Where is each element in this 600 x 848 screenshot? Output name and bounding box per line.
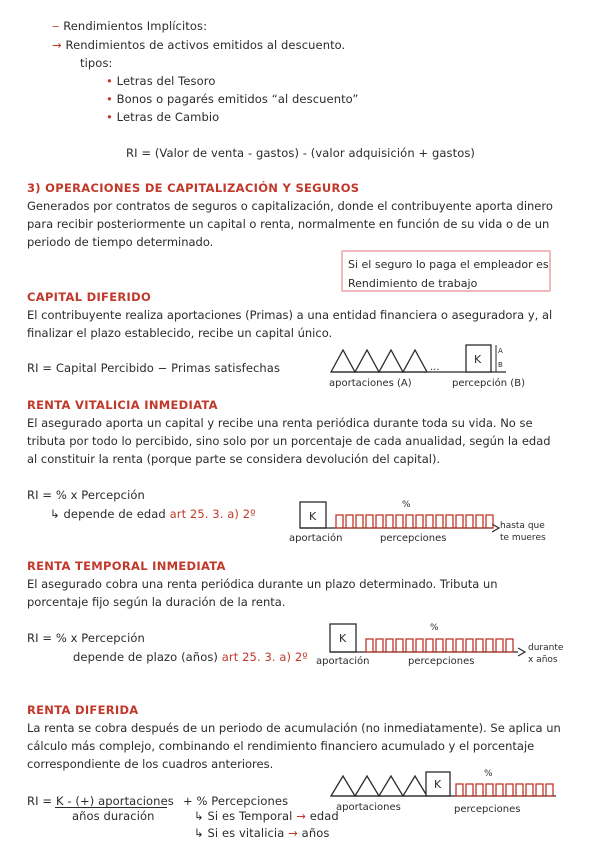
timeline-arrow-icon — [518, 648, 525, 656]
perception-bar — [466, 515, 473, 528]
fraction-line — [55, 807, 167, 808]
perception-bar — [426, 639, 433, 652]
formula-percent: + % Percepciones — [183, 794, 289, 808]
perception-bar — [516, 784, 523, 796]
percent-mark: % — [484, 769, 493, 779]
vitalicia-sub: ↳ depende de edad art 25. 3. a) 2º — [50, 507, 256, 521]
contribution-label: aportación — [316, 656, 370, 667]
capital-title: CAPITAL DIFERIDO — [27, 290, 152, 304]
diferida-body: La renta se cobra después de un periodo de acumulación (no inmediatamente). Se aplica un cálculo más complejo, combinando el rendimiento financiero acumulado y el porcentaje correspondiente de los cuadros anteriores. — [27, 721, 561, 771]
perception-label: percepción (B) — [452, 378, 525, 389]
perception-bar — [506, 784, 513, 796]
percent-mark: % — [402, 500, 411, 510]
formula-numerator: K - (+) aportaciones — [56, 794, 174, 808]
contribution-triangles — [331, 776, 427, 796]
discount-line — [52, 38, 345, 52]
perception-bar — [446, 515, 453, 528]
perception-bar — [416, 639, 423, 652]
perception-bars — [366, 639, 513, 652]
diferida-title: RENTA DIFERIDA — [27, 703, 139, 717]
diferida-sub1: ↳ Si es Temporal → edad — [194, 809, 339, 823]
perception-bar — [376, 515, 383, 528]
capital-k-label: K — [434, 778, 442, 791]
perception-bar — [336, 515, 343, 528]
perception-bars — [456, 784, 553, 796]
perception-bar — [386, 639, 393, 652]
perception-bar — [456, 515, 463, 528]
formula-denominator: años duración — [72, 809, 155, 823]
type-item: • Letras de Cambio — [106, 110, 220, 124]
perception-bar — [486, 515, 493, 528]
perception-bar — [466, 639, 473, 652]
perception-bar — [346, 515, 353, 528]
perception-bar — [506, 639, 513, 652]
perception-bar — [396, 515, 403, 528]
perception-bar — [396, 639, 403, 652]
perception-bar — [366, 515, 373, 528]
perception-bar — [446, 639, 453, 652]
diferida-diagram — [326, 766, 571, 818]
perception-bar — [406, 639, 413, 652]
marker-b: B — [498, 361, 503, 369]
during-label-2: x años — [528, 655, 558, 665]
vitalicia-formula: RI = % x Percepción — [27, 488, 145, 502]
arrow-icon: → — [52, 38, 66, 52]
perception-bar — [486, 784, 493, 796]
perception-bar — [436, 515, 443, 528]
capital-formula: RI = Capital Percibido − Primas satisfechas — [27, 361, 281, 375]
perception-bar — [386, 515, 393, 528]
temporal-diagram — [310, 616, 570, 668]
during-label: durante — [528, 643, 564, 653]
section-body: Generados por contratos de seguros o capitalización, donde el contribuyente aporta dinero para recibir posteriormente un capital o renta, normalmente en función de su vida o de un periodo de tiempo determinado. — [27, 199, 553, 249]
perceptions-label: percepciones — [380, 533, 447, 544]
perception-bar — [546, 784, 553, 796]
perception-bar — [426, 515, 433, 528]
article-ref: art 25. 3. a) 2º — [169, 507, 256, 521]
article-ref: art 25. 3. a) 2º — [221, 650, 308, 664]
perception-bar — [476, 515, 483, 528]
perception-bar — [486, 639, 493, 652]
capital-k-label: K — [339, 632, 347, 645]
until-label: hasta que — [500, 521, 545, 531]
contribution-label: aportación — [289, 533, 343, 544]
type-item: • Letras del Tesoro — [106, 74, 216, 88]
capital-k-label: K — [474, 353, 482, 366]
capital-diagram — [326, 340, 526, 395]
perceptions-label: percepciones — [454, 804, 521, 815]
implicit-line — [52, 19, 207, 33]
perception-bar — [456, 784, 463, 796]
perception-bars — [336, 515, 493, 528]
vitalicia-diagram — [289, 496, 556, 546]
temporal-body: El asegurado cobra una renta periódica durante un plazo determinado. Tributa un porcentaje fijo según la duración de la renta. — [27, 577, 498, 609]
type-item: • Bonos o pagarés emitidos “al descuento” — [106, 92, 359, 106]
until-label-2: te mueres — [500, 533, 546, 543]
discount-text: Rendimientos de activos emitidos al descuento. — [65, 38, 346, 52]
vitalicia-title: RENTA VITALICIA INMEDIATA — [27, 398, 218, 412]
ellipsis: ... — [430, 362, 440, 373]
perception-bar — [496, 639, 503, 652]
perception-bar — [496, 784, 503, 796]
contributions-label: aportaciones (A) — [329, 378, 412, 389]
temporal-title: RENTA TEMPORAL INMEDIATA — [27, 559, 226, 573]
perception-bar — [456, 639, 463, 652]
perception-bar — [376, 639, 383, 652]
implicit-formula: RI = (Valor de venta - gastos) - (valor adquisición + gastos) — [126, 146, 476, 160]
temporal-sub: depende de plazo (años) art 25. 3. a) 2º — [73, 650, 308, 664]
temporal-formula: RI = % x Percepción — [27, 631, 145, 645]
perception-bar — [536, 784, 543, 796]
types-label: tipos: — [80, 56, 113, 70]
section-title: 3) OPERACIONES DE CAPITALIZACIÓN Y SEGUROS — [27, 181, 360, 195]
perception-bar — [466, 784, 473, 796]
employer-note: Si el seguro lo paga el empleador es Rendimiento de trabajo — [341, 250, 551, 292]
perception-bar — [406, 515, 413, 528]
diferida-sub2: ↳ Si es vitalicia → años — [194, 826, 330, 840]
dash-marker: ‒ — [52, 19, 64, 33]
percent-mark: % — [430, 623, 439, 633]
capital-body: El contribuyente realiza aportaciones (Primas) a una entidad financiera o aseguradora y, al finalizar el plazo establecido, recibe un capital único. — [27, 308, 553, 340]
contributions-label: aportaciones — [336, 802, 401, 813]
marker-a: A — [498, 347, 503, 355]
perception-bar — [476, 784, 483, 796]
perception-bar — [526, 784, 533, 796]
perception-bar — [356, 515, 363, 528]
perception-bar — [416, 515, 423, 528]
perceptions-label: percepciones — [408, 656, 475, 667]
implicit-heading: Rendimientos Implícitos: — [63, 19, 208, 33]
capital-k-label: K — [309, 510, 317, 523]
perception-bar — [476, 639, 483, 652]
perception-bar — [436, 639, 443, 652]
vitalicia-body: El asegurado aporta un capital y recibe una renta periódica durante toda su vida. No se tributa por todo lo percibido, sino solo por un porcentaje de cada anualidad, según la edad al constituir la renta (porque parte se considera devolución del capital). — [27, 416, 551, 466]
perception-bar — [366, 639, 373, 652]
diferida-formula-lhs: RI = — [27, 794, 53, 808]
